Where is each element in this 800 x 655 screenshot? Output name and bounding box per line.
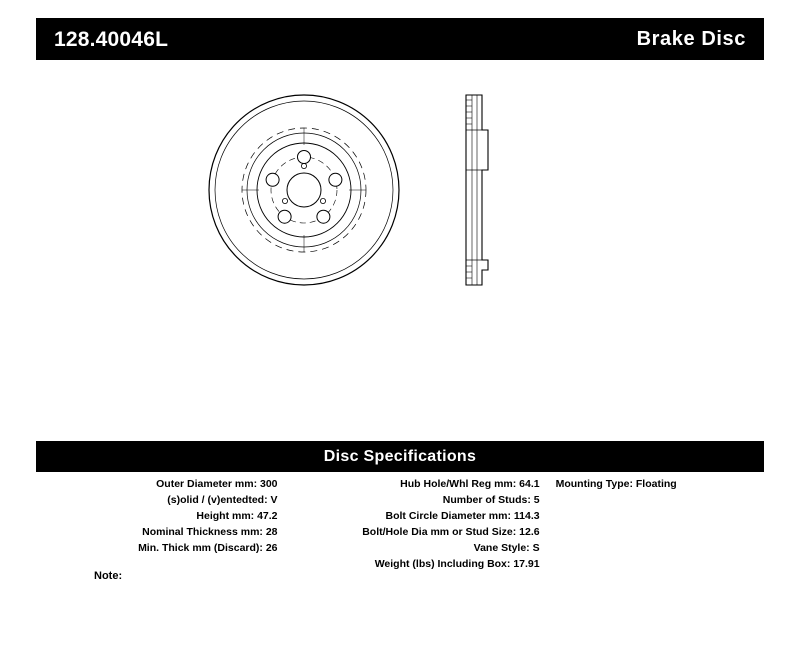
spec-column-left: [36, 476, 284, 572]
drawing-svg: [36, 70, 764, 430]
lug-holes: [266, 151, 342, 224]
spec-section-title: Disc Specifications: [323, 447, 477, 465]
spec-item: (s)olid / (v)entedted: V: [167, 494, 278, 506]
spec-item: Outer Diameter mm: 300: [156, 478, 278, 490]
spec-body: [36, 476, 764, 572]
technical-drawing: [36, 70, 764, 430]
note-label: Note:: [94, 570, 123, 582]
spec-item: Min. Thick mm (Discard): 26: [138, 542, 278, 554]
spec-item: Mounting Type: Floating: [555, 478, 677, 490]
spec-item: Hub Hole/Whl Reg mm: 64.1: [400, 478, 540, 490]
spec-item: Nominal Thickness mm: 28: [142, 526, 278, 538]
part-number: 128.40046L: [54, 27, 169, 51]
spec-item: Weight (lbs) Including Box: 17.91: [374, 558, 540, 570]
spec-column-right: [546, 476, 764, 572]
note-row: [36, 570, 764, 582]
header-bar: [36, 18, 764, 60]
rotor-side-section-view: [466, 95, 488, 285]
spec-item: Bolt Circle Diameter mm: 114.3: [385, 510, 540, 522]
spec-item: Height mm: 47.2: [196, 510, 278, 522]
spec-item: Bolt/Hole Dia mm or Stud Size: 12.6: [362, 526, 540, 538]
spec-title-bar: [36, 441, 764, 472]
rotor-front-view: [209, 95, 399, 285]
spec-item: Number of Studs: 5: [442, 494, 540, 506]
spec-item: Vane Style: S: [473, 542, 540, 554]
page-title: Brake Disc: [636, 28, 746, 50]
spec-column-middle: [284, 476, 546, 572]
